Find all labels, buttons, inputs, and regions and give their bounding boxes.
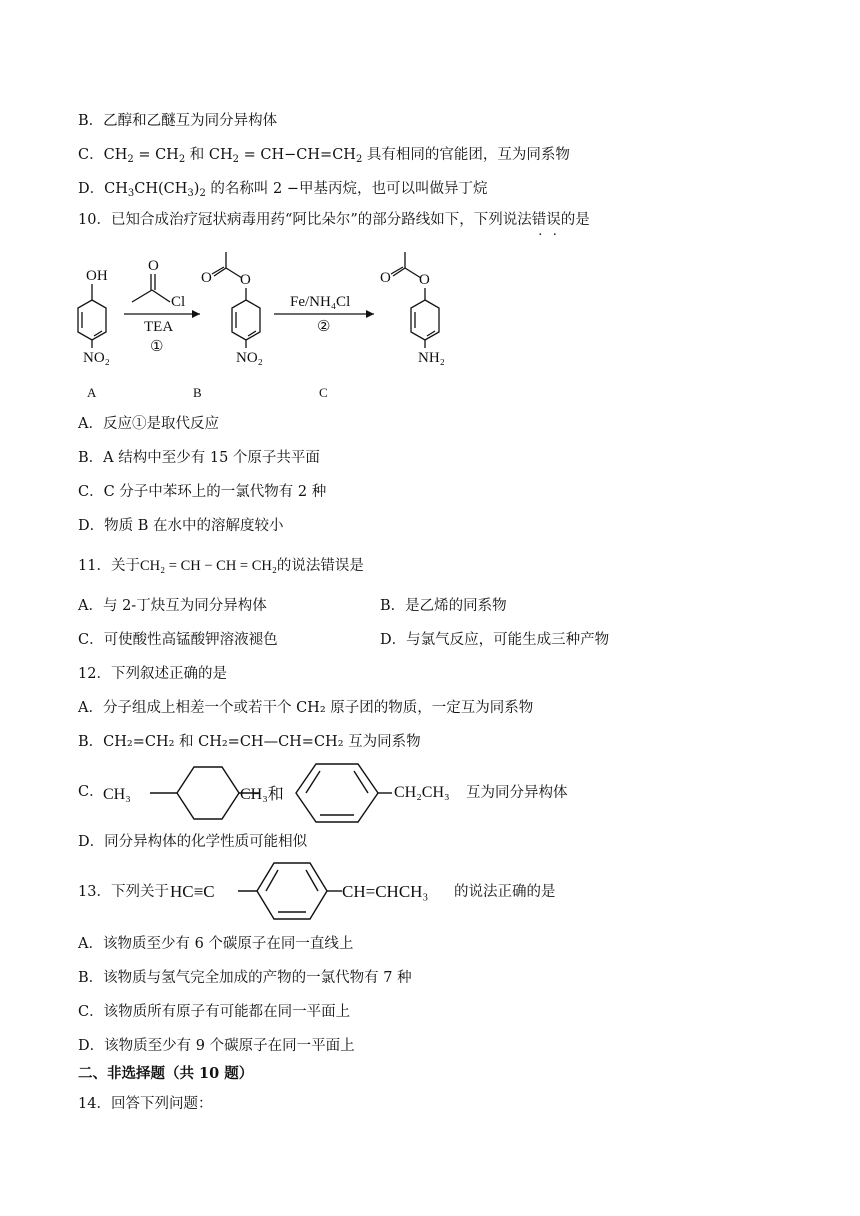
- compound-a-label: A: [87, 385, 97, 400]
- compound-c-label: C: [319, 385, 328, 400]
- q12-option-c-label: C．: [78, 784, 104, 800]
- q11-option-a: A．与 2-丁炔互为同分异构体: [78, 598, 267, 614]
- q12-stem: 12．下列叙述正确的是: [78, 666, 227, 682]
- q13-option-d: D．该物质至少有 9 个碳原子在同一平面上: [78, 1038, 355, 1054]
- q9-option-d: D．$CH_3CH(CH_3)_2$ 的名称叫 2 −甲基丙烷，也可以叫做异丁烷: [78, 181, 488, 199]
- alkyne-label: HC≡C: [170, 882, 215, 901]
- q12-option-d: D．同分异构体的化学性质可能相似: [78, 834, 308, 850]
- q10-option-a: A．反应①是取代反应: [78, 416, 219, 432]
- q13-structure: [168, 857, 468, 927]
- q11-option-b: B．是乙烯的同系物: [380, 598, 507, 614]
- carbonyl-o-label-b: O: [201, 270, 212, 286]
- q11-stem: 11．关于CH₂ = CH − CH = CH₂的说法错误是: [78, 558, 364, 574]
- q12-option-a: A．分子组成上相差一个或若干个 CH₂ 原子团的物质，一定互为同系物: [78, 700, 534, 716]
- benzene-ring-q13: [257, 863, 327, 919]
- hydroxyl-label: OH: [86, 268, 108, 284]
- benzene-ring-ethyl: [296, 764, 378, 822]
- q13-stem-pre: 13．下列关于: [78, 884, 169, 900]
- emphasis-dot: 误: [546, 212, 561, 228]
- q11-option-c: C．可使酸性高锰酸钾溶液褪色: [78, 632, 278, 648]
- cyclohexane-ring: [177, 767, 239, 819]
- ester-o-label-c: O: [419, 272, 430, 288]
- q13-stem-post: 的说法正确的是: [454, 884, 556, 900]
- q9-option-c: C．$CH_2 = CH_2$ 和 $CH_2 = CH-CH=CH_2$ 具有相同的官能团，互为同系物: [78, 147, 570, 165]
- q14-stem: 14．回答下列问题：: [78, 1096, 213, 1112]
- q10-option-d: D．物质 B 在水中的溶解度较小: [78, 518, 284, 534]
- section-heading: 二、非选择题（共 10 题）: [78, 1065, 254, 1082]
- carbonyl-o-label: O: [148, 258, 159, 274]
- q9-option-b: B．乙醇和乙醚互为同分异构体: [78, 113, 278, 129]
- q13-option-b: B．该物质与氢气完全加成的产物的一氯代物有 7 种: [78, 970, 412, 986]
- chloride-label: Cl: [171, 294, 186, 310]
- alkene-label: CH=CHCH₃: [342, 882, 429, 901]
- methyl-right-label: CH₃和: [240, 786, 284, 803]
- emphasis-dot: 错: [531, 212, 547, 228]
- q13-option-a: A．该物质至少有 6 个碳原子在同一直线上: [78, 936, 354, 952]
- ethyl-label: CH₂CH₃: [394, 784, 450, 801]
- q12-option-b: B．CH₂=CH₂ 和 CH₂=CH—CH=CH₂ 互为同系物: [78, 734, 421, 750]
- compound-b-label: B: [193, 385, 202, 400]
- q13-option-c: C．该物质所有原子有可能都在同一平面上: [78, 1004, 351, 1020]
- reaction-scheme: [0, 232, 860, 402]
- nitro-label-b: NO₂: [236, 350, 263, 366]
- q10-option-b: B．A 结构中至少有 15 个原子共平面: [78, 450, 320, 466]
- reagent-tea: TEA: [144, 319, 174, 335]
- q12-option-c-text: 互为同分异构体: [466, 785, 568, 801]
- step-2-label: ②: [317, 319, 331, 335]
- q10-stem: 10．已知合成治疗冠状病毒用药“阿比朵尔”的部分路线如下，下列说法错误的是: [78, 212, 590, 228]
- q10-option-c: C．C 分子中苯环上的一氯代物有 2 种: [78, 484, 327, 500]
- methyl-left-label: CH₃: [103, 786, 131, 803]
- ester-o-label-b: O: [240, 272, 251, 288]
- q11-option-d: D．与氯气反应，可能生成三种产物: [380, 632, 610, 648]
- nitro-label-a: NO₂: [83, 350, 110, 366]
- step-1-label: ①: [150, 339, 164, 355]
- amino-label: NH₂: [418, 350, 445, 366]
- reagent-fe-nh4cl: Fe/NH₄Cl: [290, 294, 351, 310]
- carbonyl-o-label-c: O: [380, 270, 391, 286]
- q12-option-c-structures: [100, 760, 580, 830]
